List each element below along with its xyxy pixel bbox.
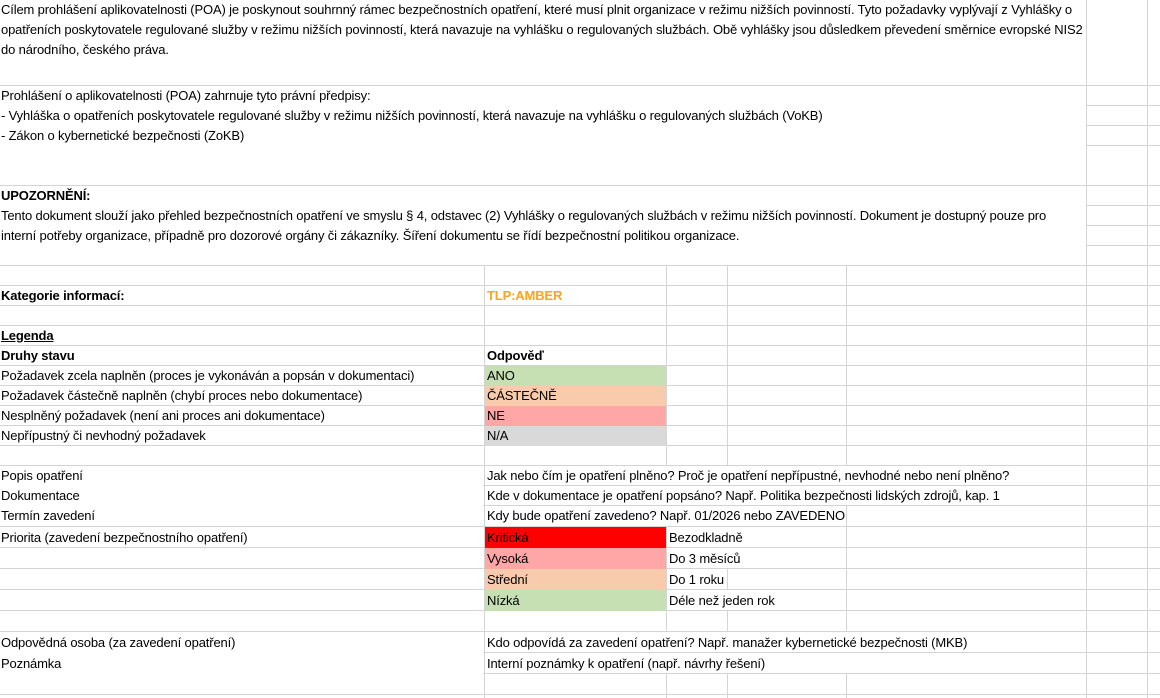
answer-badge-castecne: ČÁSTEČNĚ: [485, 386, 666, 406]
scope-item-zokb: - Zákon o kybernetické bezpečnosti (ZoKB): [1, 128, 245, 143]
gridline: [846, 673, 847, 698]
field-label-popis: Popis opatření: [0, 466, 483, 486]
gridline: [0, 694, 1160, 695]
priority-badge-nizka: Nízká: [485, 590, 666, 611]
priority-deadline-vysoka: Do 3 měsíců: [667, 548, 845, 568]
classification-label: Kategorie informací:: [1, 288, 125, 303]
answer-badge-ano: ANO: [485, 366, 666, 386]
legend-status-label: Nesplněný požadavek (není ani proces ani dokumentace): [1, 408, 325, 423]
gridline: [846, 265, 847, 465]
priority-deadline-stredni: Do 1 roku: [667, 569, 727, 589]
gridline: [727, 610, 728, 631]
field-label-termin: Termín zavedení: [0, 506, 483, 526]
priority-badge-vysoka: Vysoká: [485, 548, 666, 569]
gridline: [1086, 245, 1160, 246]
gridline: [727, 673, 728, 698]
responsible-label: Odpovědná osoba (za zavedení opatření): [0, 632, 483, 653]
legend-status-label: Požadavek částečně naplněn (chybí proces nebo dokumentace): [1, 388, 363, 403]
warning-text: Tento dokument slouží jako přehled bezpečnostních opatření ve smyslu § 4, odstavec (2) Vyhlášky o regulovaných službách v režimu nižších povinností. Dokument je dostupný pouze pro interní potřeby organizace, případně pro dozorové orgány či zákazníky. Šíření dokumentu se řídí bezpečnostní politikou organizace.: [1, 208, 1047, 243]
note-label: Poznámka: [0, 653, 483, 674]
priority-badge-kriticka: Kritická: [485, 527, 666, 548]
gridline: [1086, 145, 1160, 146]
legend-answer-header: Odpověď: [487, 348, 544, 363]
scope-item-vokb: - Vyhláška o opatřeních poskytovatele regulované služby v režimu nižších povinností, která navazuje na vyhlášku o regulovaných službách (VoKB): [1, 108, 823, 123]
priority-deadline-nizka: Déle než jeden rok: [667, 590, 845, 610]
legend-status-label: Nepřípustný či nevhodný požadavek: [1, 428, 206, 443]
gridline: [1147, 0, 1148, 698]
field-description-termin: Kdy bude opatření zavedeno? Např. 01/2026 nebo ZAVEDENO: [485, 506, 845, 526]
scope-heading: Prohlášení o aplikovatelnosti (POA) zahrnuje tyto právní předpisy:: [1, 88, 371, 103]
legend-status-label: Požadavek zcela naplněn (proces je vykonáván a popsán v dokumentaci): [1, 368, 415, 383]
field-label-dokumentace: Dokumentace: [0, 486, 483, 506]
responsible-description: Kdo odpovídá za zavedení opatření? Např. manažer kybernetické bezpečnosti (MKB): [485, 632, 1085, 652]
answer-badge-na: N/A: [485, 426, 666, 446]
legend-title: Legenda: [1, 328, 54, 343]
answer-badge-ne: NE: [485, 406, 666, 426]
gridline: [846, 505, 847, 631]
note-description: Interní poznámky k opatření (např. návrhy řešení): [485, 653, 845, 673]
gridline: [1086, 225, 1160, 226]
gridline: [1086, 105, 1160, 106]
gridline: [727, 265, 728, 465]
gridline: [1086, 0, 1087, 698]
intro-paragraph: Cílem prohlášení aplikovatelnosti (POA) je poskynout souhrnný rámec bezpečnostních opatření, které musí plnit organizace v režimu nižších povinností. Tyto požadavky vyplývají z Vyhlášky o opatřeních poskytovatele regulované služby v režimu nižších povinností, která navazuje na vyhlášku o regulovaných službách. Obě vyhlášky jsou důsledkem převedení směrnice evropské NIS2 do národního, českého práva.: [1, 2, 1083, 57]
gridline: [666, 265, 667, 465]
field-description-popis: Jak nebo čím je opatření plněno? Proč je opatření nepřípustné, nevhodné nebo není plněno?: [485, 466, 1085, 485]
priority-badge-stredni: Střední: [485, 569, 666, 590]
priority-label: Priorita (zavedení bezpečnostního opatření): [1, 530, 248, 545]
priority-deadline-kriticka: Bezodkladně: [667, 527, 845, 547]
gridline: [1086, 125, 1160, 126]
gridline: [727, 568, 728, 589]
gridline: [0, 265, 1160, 266]
legend-status-header: Druhy stavu: [1, 348, 75, 363]
gridline: [1086, 205, 1160, 206]
warning-title: UPOZORNĚNÍ:: [1, 188, 91, 203]
classification-value-tlp-amber: TLP:AMBER: [487, 288, 563, 303]
field-description-dokumentace: Kde v dokumentace je opatření popsáno? Např. Politika bezpečnosti lidských zdrojů, kap. 1: [485, 486, 1085, 505]
